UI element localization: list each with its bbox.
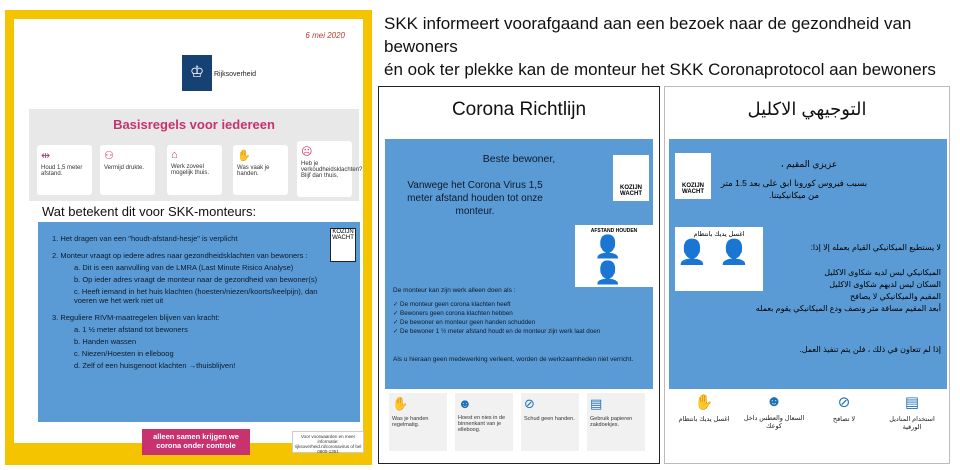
hygiene-card: [743, 393, 805, 457]
distance-icon: ⇹: [41, 150, 51, 162]
basis-card-text: Vermijd drukte.: [104, 165, 145, 171]
sub-item: c. Niezen/Hoesten in elleboog: [74, 349, 174, 358]
footer-text: إذا لم تتعاون في ذلك ، فلن يتم تنفيذ العمل.: [799, 345, 941, 354]
hygiene-card: [881, 393, 943, 457]
intro-text: بسبب فيروس كورونا ابق على بعد 1.5 متر من ميكانيكيتنا.: [720, 178, 868, 200]
skk-rules-box: [38, 222, 360, 422]
sub-list: [52, 263, 327, 305]
hygiene-card: [455, 393, 513, 451]
rijksoverheid-name: Rijksoverheid: [214, 71, 257, 78]
list-item: ✓ De bewoner en monteur geen handen schudden: [393, 319, 536, 326]
rijksoverheid-logo-icon: ♔: [182, 55, 212, 91]
basis-card-text: Heb je verkoudheidsklachten? Blijf dan thuis.: [301, 161, 363, 179]
basis-card-text: Werk zoveel mogelijk thuis.: [171, 164, 210, 176]
intro-text: Vanwege het Corona Virus 1,5 meter afstand houden tot onze monteur.: [407, 180, 543, 217]
cough-icon: ☻: [766, 393, 782, 410]
handwash-icon: ✋: [237, 150, 251, 162]
list-item: السكان ليس لديهم شكاوى الاكليل: [829, 280, 941, 289]
sub-item: d. Zelf of een huisgenoot klachten →thuisblijven!: [74, 361, 236, 370]
hygiene-card-text: Schud geen handen.: [524, 416, 575, 422]
handwash-icon: ✋: [392, 396, 409, 411]
people-distance-icon: 👤👤: [594, 234, 634, 285]
hygiene-card: [521, 393, 579, 451]
basis-card-text: Was vaak je handen.: [237, 165, 270, 177]
basis-card: [233, 145, 288, 195]
crowd-icon: ⚇: [104, 150, 114, 162]
sub-item: a. 1 ½ meter afstand tot bewoners: [74, 325, 188, 334]
lead-text: De monteur kan zijn werk alleen doen als :: [393, 287, 516, 294]
hygiene-card-text: لا تصافح: [832, 416, 856, 423]
logo-text: KOZIJN WACHT: [681, 183, 704, 195]
list-item: [52, 313, 327, 370]
kozijnwacht-logo: [613, 155, 649, 201]
list-item: أبعد المقيم مسافة متر ونصف ودع الميكانيكي يقوم بعمله: [755, 304, 941, 313]
afstand-label: AFSTAND HOUDEN: [590, 228, 638, 234]
greeting: Beste bewoner,: [482, 153, 556, 165]
sub-item: a. Dit is een aanvulling van de LMRA (Last Minute Risico Analyse): [74, 263, 294, 272]
handwash-icon: ✋: [694, 394, 714, 411]
basis-card: [100, 145, 155, 195]
section-title: Wat betekent dit voor SKK-monteurs:: [42, 204, 257, 219]
poster-date: 6 mei 2020: [305, 31, 345, 40]
list-item: ✓ De monteur geen corona klachten heeft: [393, 301, 511, 308]
info-box: Voor voorwaarden en meer informatie: rijksoverheid.nl/coronavirus of bel 0800-1351: [292, 431, 364, 453]
rijksoverheid-poster: [5, 10, 372, 465]
slogan-line-2: corona onder controle: [156, 441, 236, 450]
logo-text: KOZIJN WACHT: [332, 229, 354, 241]
list-item-text: 3. Reguliere RIVM-maatregelen blijven van kracht:: [52, 313, 220, 322]
arabic-guideline-panel: [664, 86, 950, 464]
hygiene-card-text: Gebruik papieren zakdoekjes.: [590, 416, 633, 428]
list-item-text: 2. Monteur vraagt op iedere adres naar gezondheidsklachten van bewoners :: [52, 251, 308, 260]
check-list: [393, 301, 653, 337]
hygiene-icons-row: [669, 393, 947, 457]
hygiene-card: [389, 393, 447, 451]
basis-rules-panel: [29, 109, 363, 201]
hygiene-card: [587, 393, 645, 451]
tissue-icon: ▤: [904, 394, 920, 411]
cold-icon: ☹: [301, 146, 313, 158]
hygiene-card-text: Was je handen regelmatig.: [392, 416, 429, 428]
kozijnwacht-logo: [330, 228, 356, 262]
footer-text: Als u hieraan geen medewerking verleent, worden de werkzaamheden niet verricht.: [393, 356, 634, 363]
list-item: المقيم والميكانيكي لا يصافح: [849, 292, 941, 301]
basis-card-text: Houd 1,5 meter afstand.: [41, 165, 83, 177]
slogan-line-1: alleen samen krijgen we: [153, 432, 239, 441]
lead-text: لا يستطيع الميكانيكي القيام بعمله إلا إذا:: [810, 243, 941, 252]
cough-icon: ☻: [458, 396, 472, 411]
afstand-houden-image: [575, 225, 653, 287]
list-item: [52, 251, 327, 305]
no-handshake-icon: ⊘: [837, 394, 851, 411]
home-work-icon: ⌂: [171, 149, 178, 161]
basis-card: [37, 145, 92, 195]
greeting: عزيزي المقيم ،: [780, 159, 838, 169]
skk-rules-list: [52, 234, 327, 378]
no-handshake-icon: ⊘: [524, 396, 535, 411]
sub-item: b. Handen wassen: [74, 337, 137, 346]
list-item: 1. Het dragen van een "houdt-afstand-hesje" is verplicht: [52, 234, 238, 243]
basis-card: [167, 145, 222, 195]
sub-list: [52, 325, 327, 370]
hygiene-card: [673, 393, 735, 457]
panel-body: [385, 139, 653, 389]
headline-line-1: SKK informeert voorafgaand aan een bezoek naar de gezondheid van bewoners: [384, 14, 912, 56]
afstand-label: اغسل يديك بانتظام: [693, 231, 745, 238]
hygiene-card-text: اغسل يديك بانتظام: [678, 416, 730, 423]
logo-text: KOZIJN WACHT: [619, 185, 642, 197]
people-distance-icon: 👤👤: [677, 239, 761, 266]
basis-rules-title: Basisregels voor iedereen: [113, 117, 275, 132]
panel-title: Corona Richtlijn: [451, 99, 587, 120]
hygiene-card-text: السعال والعطس داخل كوعك: [743, 415, 805, 430]
hygiene-card: [813, 393, 875, 457]
condition-list: [679, 267, 941, 315]
corona-richtlijn-panel: [378, 86, 660, 464]
kozijnwacht-logo: [675, 153, 711, 199]
slogan-badge: [142, 429, 250, 455]
list-item: ✓ Bewoners geen corona klachten hebben: [393, 310, 513, 317]
hygiene-card-text: Hoest en nies in de binnenkant van je elleboog.: [458, 415, 506, 433]
list-item: الميكانيكي ليس لديه شكاوى الاكليل: [824, 268, 941, 277]
list-item: ✓ De bewoner 1 ½ meter afstand houdt en de monteur zijn werk laat doen: [393, 328, 601, 335]
hygiene-icons-row: [385, 393, 653, 455]
sub-item: c. Heeft iemand in het huis klachten (hoesten/niezen/koorts/keelpijn), dan voeren we het werk niet uit: [74, 287, 318, 305]
tissue-icon: ▤: [590, 396, 603, 411]
basis-card: [297, 141, 363, 197]
hygiene-card-text: استخدام المناديل الورقية: [889, 416, 935, 431]
panel-title: التوجيهي الاكليل: [747, 99, 867, 119]
sub-item: b. Op ieder adres vraagt de monteur naar de gezondheid van bewoner(s): [74, 275, 318, 284]
headline-line-2: én ook ter plekke kan de monteur het SKK Coronaprotocol aan bewoners: [384, 60, 936, 79]
panel-body: [669, 139, 947, 389]
